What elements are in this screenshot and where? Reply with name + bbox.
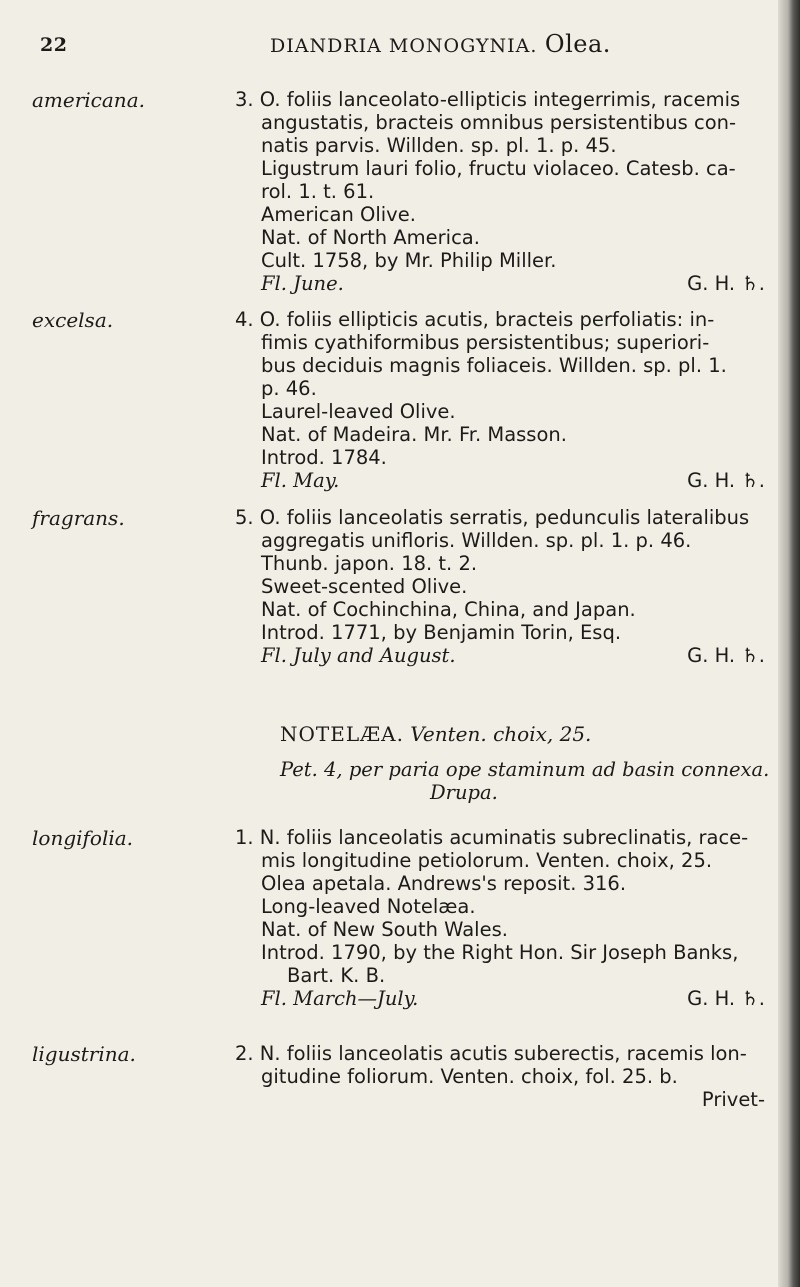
running-title (270, 30, 611, 58)
entry-line: Ligustrum lauri folio, fructu violaceo. Catesb. ca- (261, 157, 736, 180)
entry-line: natis parvis. Willden. sp. pl. 1. p. 45. (261, 134, 617, 157)
flowering-time: Fl. May. (261, 469, 340, 492)
genus-heading (280, 722, 591, 746)
flowering-line (235, 644, 765, 667)
flowering-time: Fl. March—July. (261, 987, 419, 1010)
margin-species-name: americana. (32, 88, 145, 112)
entry-line: bus deciduis magnis foliaceis. Willden. sp. pl. 1. (261, 354, 727, 377)
flowering-line (235, 272, 765, 295)
flowering-time: Fl. June. (261, 272, 344, 295)
genus-character-text: Pet. 4, per paria ope staminum ad basin connexa. (280, 758, 770, 781)
running-title-caps: DIANDRIA MONOGYNIA. (270, 35, 538, 57)
entry-line: Introd. 1771, by Benjamin Torin, Esq. (261, 621, 622, 644)
flowering-line (235, 469, 765, 492)
entry-line: aggregatis unifloris. Willden. sp. pl. 1. p. 46. (261, 529, 692, 552)
genus-reference: Venten. choix, 25. (410, 722, 592, 746)
genus-fruit-text: Drupa. (430, 781, 498, 804)
entry-line: Thunb. japon. 18. t. 2. (261, 552, 478, 575)
entry-line: p. 46. (261, 377, 317, 400)
entry-line: Introd. 1790, by the Right Hon. Sir Joseph Banks, (261, 941, 739, 964)
margin-species-name: fragrans. (32, 506, 125, 530)
genus-name: NOTELÆA. (280, 722, 404, 746)
greenhouse-mark: G. H. ♄. (687, 644, 765, 667)
entry-line: Nat. of Cochinchina, China, and Japan. (261, 598, 636, 621)
entry-body (235, 1042, 765, 1111)
entry-line: Nat. of New South Wales. (261, 918, 508, 941)
entry-line: Nat. of North America. (261, 226, 480, 249)
genus-character (280, 758, 769, 804)
entry-body (235, 88, 765, 295)
entry-line: gitudine foliorum. Venten. choix, fol. 25. b. (261, 1065, 678, 1088)
flowering-line (235, 987, 765, 1010)
greenhouse-mark: G. H. ♄. (687, 987, 765, 1010)
greenhouse-mark: G. H. ♄. (687, 272, 765, 295)
entry-line: angustatis, bracteis omnibus persistentibus con- (261, 111, 737, 134)
entry-body (235, 308, 765, 492)
entry-line: Olea apetala. Andrews's reposit. 316. (261, 872, 627, 895)
entry-line: 5. O. foliis lanceolatis serratis, pedunculis lateralibus (235, 506, 750, 529)
catchword: Privet- (701, 1088, 765, 1111)
genus-character-line (280, 781, 769, 804)
entry-line: 4. O. foliis ellipticis acutis, bracteis perfoliatis: in- (235, 308, 715, 331)
entry-line: 2. N. foliis lanceolatis acutis suberectis, racemis lon- (235, 1042, 747, 1065)
entry-line: Sweet-scented Olive. (261, 575, 468, 598)
entry-body (235, 506, 765, 667)
entry-line: Nat. of Madeira. Mr. Fr. Masson. (261, 423, 567, 446)
page-header (40, 30, 740, 62)
flowering-time: Fl. July and August. (261, 644, 456, 667)
entry-line: Long-leaved Notelæa. (261, 895, 476, 918)
entry-line: 1. N. foliis lanceolatis acuminatis subreclinatis, race- (235, 826, 749, 849)
entry-line: Introd. 1784. (261, 446, 387, 469)
page-number: 22 (40, 34, 68, 56)
entry-line: 3. O. foliis lanceolato-ellipticis integerrimis, racemis (235, 88, 741, 111)
entry-line: rol. 1. t. 61. (261, 180, 375, 203)
page-edge-shadow (778, 0, 800, 1287)
genus-character-line (280, 758, 769, 781)
entry-line: Bart. K. B. (287, 964, 386, 987)
running-title-genus: Olea. (544, 30, 611, 58)
entry-line: American Olive. (261, 203, 416, 226)
entry-line: Cult. 1758, by Mr. Philip Miller. (261, 249, 557, 272)
margin-species-name: excelsa. (32, 308, 114, 332)
entry-line: mis longitudine petiolorum. Venten. choix, 25. (261, 849, 713, 872)
greenhouse-mark: G. H. ♄. (687, 469, 765, 492)
entry-line: fimis cyathiformibus persistentibus; superiori- (261, 331, 710, 354)
entry-line: Laurel-leaved Olive. (261, 400, 456, 423)
margin-species-name: ligustrina. (32, 1042, 136, 1066)
entry-body (235, 826, 765, 1010)
margin-species-name: longifolia. (32, 826, 134, 850)
